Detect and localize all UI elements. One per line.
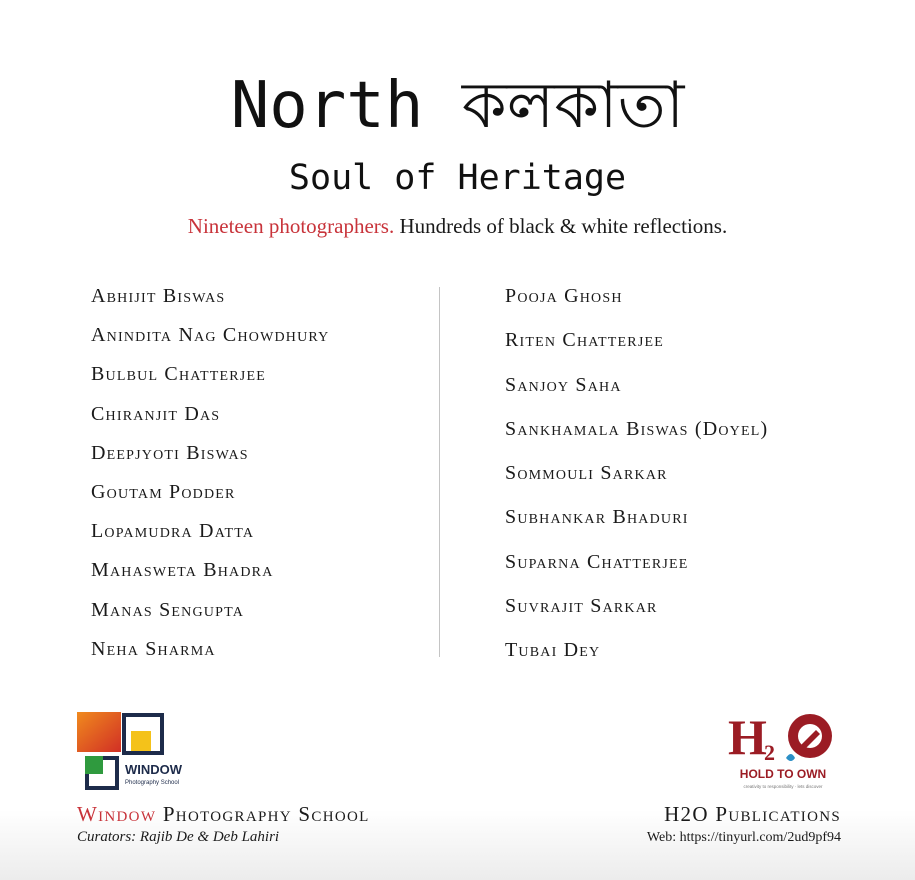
- svg-text:2: 2: [764, 740, 775, 765]
- photographer-name: Anindita Nag Chowdhury: [91, 324, 330, 347]
- page-subtitle: Soul of Heritage: [288, 158, 627, 198]
- tagline-accent: Nineteen photographers.: [187, 214, 395, 238]
- school-name: [77, 800, 370, 828]
- photographer-name: Neha Sharma: [91, 637, 216, 660]
- photographer-name: Bulbul Chatterjee: [91, 363, 266, 386]
- photographer-name: Subhankar Bhaduri: [505, 506, 689, 529]
- window-logo-word: WINDOW: [125, 762, 183, 777]
- publisher-name: H2O Publications: [664, 802, 841, 826]
- tagline-rest: Hundreds of black & white reflections.: [394, 214, 728, 238]
- photographer-name: Sanjoy Saha: [505, 373, 622, 396]
- window-school-logo: [77, 712, 189, 792]
- svg-text:H: H: [728, 709, 767, 765]
- photographer-name: Mahasweta Bhadra: [91, 559, 274, 582]
- h2o-logo-tagline: HOLD TO OWN: [739, 767, 827, 781]
- h2o-logo: [728, 708, 838, 796]
- photographer-name: Suparna Chatterjee: [505, 550, 689, 573]
- school-name-rest: Photography School: [156, 802, 370, 826]
- photographer-name: Sankhamala Biswas (Doyel): [505, 417, 769, 440]
- curators-credit: Curators: Rajib De & Deb Lahiri: [77, 829, 280, 845]
- window-logo-sub: Photography School: [125, 780, 180, 786]
- photographer-name: Goutam Podder: [91, 480, 236, 503]
- h2o-logo-motto: creativity to responsibility · lets discover: [743, 784, 823, 789]
- school-name-accent: Window: [77, 802, 157, 826]
- photographer-name: Manas Sengupta: [91, 598, 245, 621]
- photographer-name: Lopamudra Datta: [91, 520, 255, 543]
- photographer-name: Chiranjit Das: [91, 402, 221, 425]
- web-link[interactable]: Web: https://tinyurl.com/2ud9pf94: [646, 830, 841, 845]
- page-title: North কলকাতা: [230, 69, 685, 143]
- photographer-list-right: [505, 283, 768, 682]
- photographer-name: Riten Chatterjee: [505, 329, 664, 352]
- photographer-name: Suvrajit Sarkar: [505, 595, 658, 618]
- photographer-name: Sommouli Sarkar: [505, 462, 668, 485]
- tagline: [0, 212, 915, 240]
- photographer-name: Deepjyoti Biswas: [91, 441, 249, 464]
- photographer-list-left: [91, 283, 330, 675]
- photographer-name: Tubai Dey: [505, 639, 601, 662]
- column-divider: [439, 287, 440, 657]
- photographer-name: Abhijit Biswas: [91, 285, 226, 307]
- photographer-name: Pooja Ghosh: [505, 285, 623, 307]
